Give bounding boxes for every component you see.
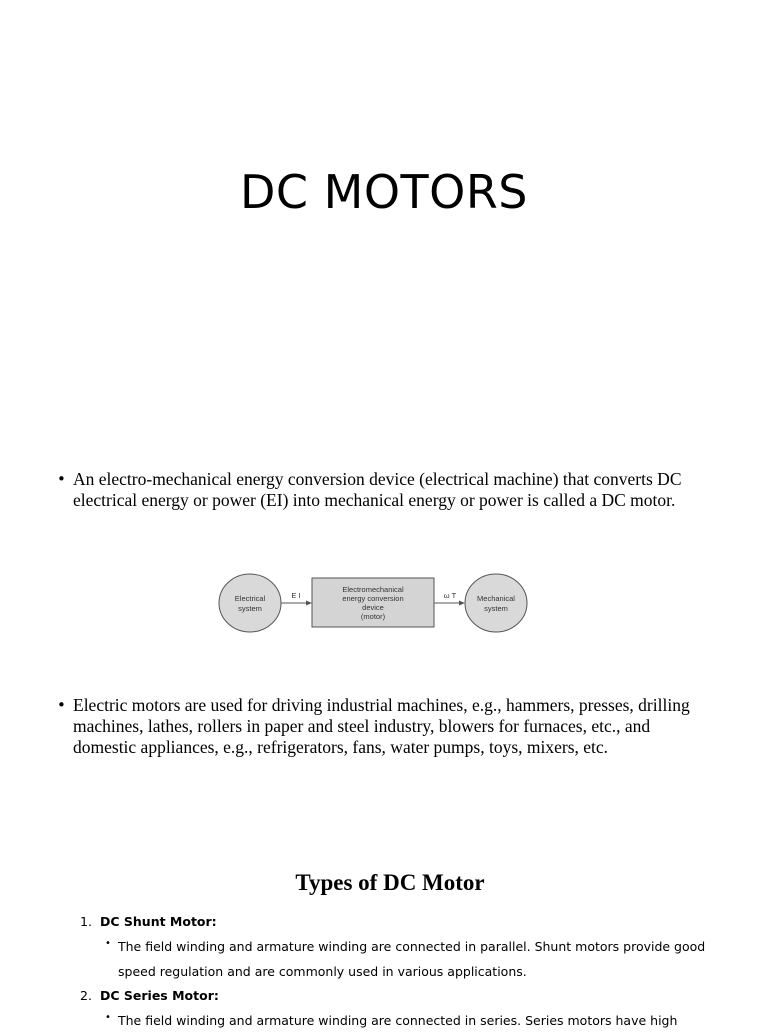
mechanical-system-circle (465, 574, 527, 632)
device-label-line2: energy conversion (342, 594, 404, 603)
input-arrow-head (306, 601, 312, 606)
bullet-text: Electric motors are used for driving industrial machines, e.g., hammers, presses, drilling machines, lathes, rollers in paper and steel industry, blowers for furnaces, etc., and domestic appliances, e.g., refrigerators, fans, water pumps, toys, mixers, etc. (73, 695, 690, 757)
bullet-icon: • (57, 470, 66, 488)
list-item (80, 910, 740, 984)
output-arrow-head (459, 601, 465, 606)
electrical-system-label-line1: Electrical (234, 594, 266, 603)
motor-types-list (80, 910, 740, 1033)
energy-conversion-diagram (216, 570, 530, 636)
list-number: 2. (80, 988, 92, 1003)
electrical-system-circle (219, 574, 281, 632)
output-arrow-label: ω T (443, 591, 457, 600)
device-label-line4: (motor) (360, 612, 386, 621)
section-heading: Types of DC Motor (295, 870, 485, 895)
list-number: 1. (80, 914, 92, 929)
bullet-icon: • (57, 696, 66, 714)
bullet-applications (57, 695, 707, 758)
motor-type-description: The field winding and armature winding are connected in parallel. Shunt motors provide good speed regulation and are commonly used in various applications. (118, 939, 706, 979)
list-item (80, 984, 740, 1033)
bullet-definition (57, 469, 707, 511)
bullet-text: An electro-mechanical energy conversion device (electrical machine) that converts DC electrical energy or power (EI) into mechanical energy or power is called a DC motor. (73, 469, 682, 510)
bullet-icon: • (105, 938, 111, 949)
motor-type-description: The field winding and armature winding are connected in series. Series motors have high (118, 1013, 678, 1028)
page-title: DC MOTORS (239, 165, 529, 219)
mechanical-system-label-line2: system (484, 604, 508, 613)
electrical-system-label-line2: system (238, 604, 262, 613)
input-arrow-label: E I (291, 591, 301, 600)
mechanical-system-label-line1: Mechanical (477, 594, 515, 603)
bullet-icon: • (105, 1012, 111, 1023)
motor-type-name: DC Shunt Motor: (100, 914, 217, 929)
device-label-line1: Electromechanical (342, 585, 404, 594)
motor-type-name: DC Series Motor: (100, 988, 219, 1003)
device-label-line3: device (362, 603, 384, 612)
